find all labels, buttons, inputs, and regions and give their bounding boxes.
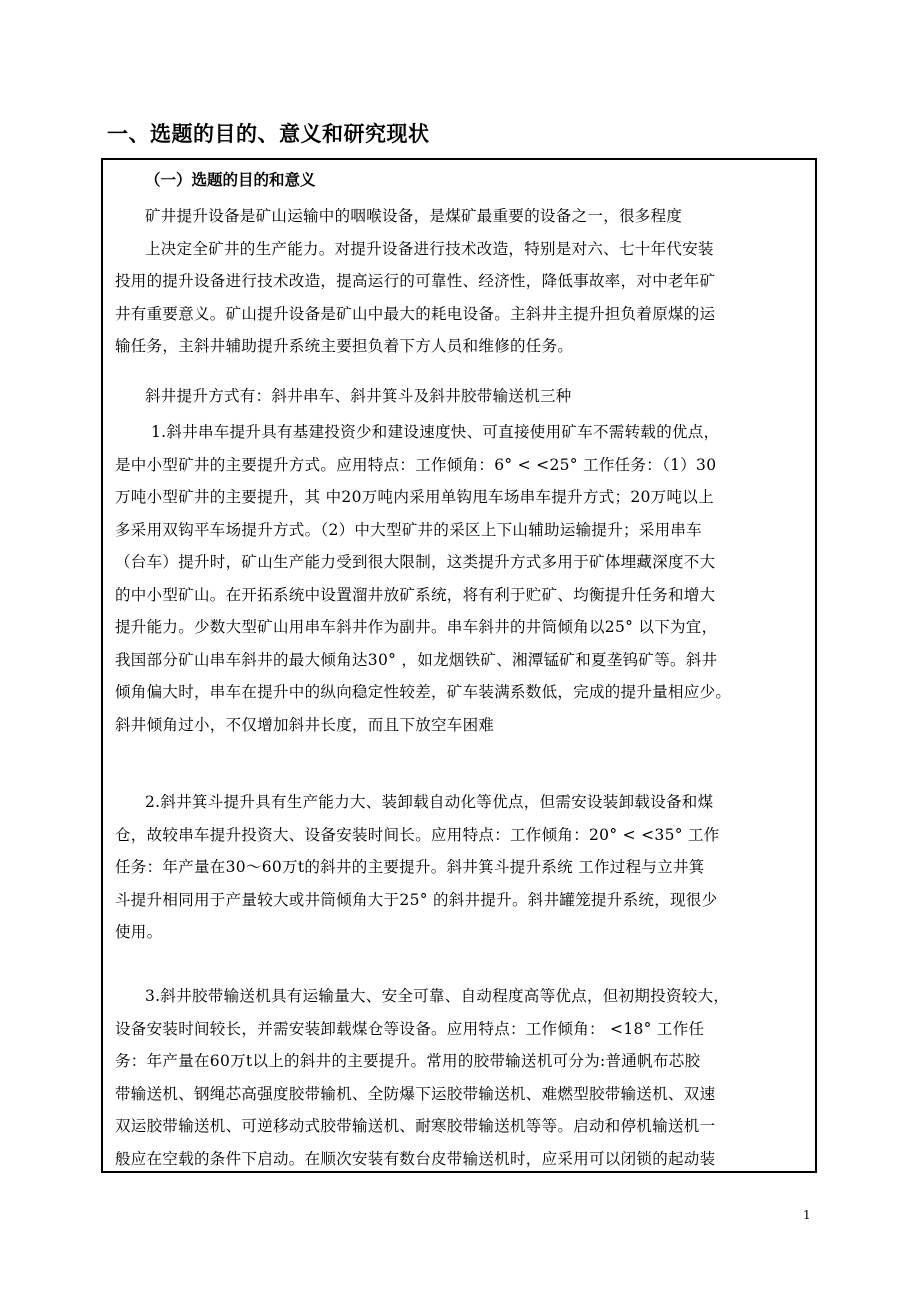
text-line: 多采用双钩平车场提升方式。（2）中大型矿井的采区上下山辅助运输提升；采用串车 [115, 520, 703, 539]
text-line: 提升能力。少数大型矿山用串车斜井作为副井。串车斜井的井筒倾角以25° 以下为宜， [115, 618, 718, 636]
paragraph-skip [115, 786, 821, 949]
text-line: 设备安装时间较长，并需安装卸载煤仓等设备。应用特点：工作倾角： <18° 工作任 [115, 1019, 705, 1038]
text-line: 的中小型矿山。在开拓系统中设置溜井放矿系统，将有利于贮矿、均衡提升任务和增大 [115, 585, 716, 604]
text-line: 1.斜井串车提升具有基建投资少和建设速度快、可直接使用矿车不需转载的优点， [151, 423, 720, 441]
text-line: 使用。 [115, 923, 163, 941]
content-box [101, 158, 817, 1173]
subheading: （一）选题的目的和意义 [145, 171, 316, 189]
text-line: 斜井倾角过小，不仅增加斜井长度，而且下放空车困难 [115, 715, 495, 734]
text-line: 井有重要意义。矿山提升设备是矿山中最大的耗电设备。主斜井主提升担负着原煤的运 [115, 304, 716, 323]
section-heading: 一、选题的目的、意义和研究现状 [107, 122, 430, 146]
text-line: 2.斜井箕斗提升具有生产能力大、装卸载自动化等优点，但需安设装卸载设备和煤 [145, 793, 714, 811]
text-line: 斜井提升方式有：斜井串车、斜井箕斗及斜井胶带输送机三种 [145, 387, 572, 405]
paragraph-skip-car [115, 416, 821, 741]
text-line: 仓，故较串车提升投资大、设备安装时间长。应用特点：工作倾角：20° < <35° 工作 [115, 825, 720, 844]
text-line: 带输送机、钢绳芯高强度胶带输机、全防爆下运胶带输送机、难燃型胶带输送机、双速 [115, 1084, 716, 1103]
text-line: 任务：年产量在30～60万t的斜井的主要提升。斜井箕斗提升系统 工作过程与立井箕 [115, 858, 705, 876]
text-line: 万吨小型矿井的主要提升，其 中20万吨内采用单钩甩车场串车提升方式；20万吨以上 [115, 488, 714, 506]
paragraph-conveyor [115, 980, 821, 1175]
text-line: 双运胶带输送机、可逆移动式胶带输送机、耐寒胶带输送机等等。启动和停机输送机一 [115, 1117, 716, 1135]
paragraph-purpose [115, 200, 821, 363]
text-line: 3.斜井胶带输送机具有运输量大、安全可靠、自动程度高等优点，但初期投资较大， [145, 987, 730, 1005]
paragraph-methods [135, 380, 821, 413]
text-line: （台车）提升时，矿山生产能力受到很大限制，这类提升方式多用于矿体埋藏深度不大 [115, 553, 716, 571]
page-number: 1 [803, 1208, 811, 1222]
text-line: 投用的提升设备进行技术改造，提高运行的可靠性、经济性，降低事故率，对中老年矿 [115, 272, 716, 290]
text-line: 是中小型矿井的主要提升方式。应用特点：工作倾角：6° < <25° 工作任务：（1）30 [115, 455, 717, 474]
text-line: 输任务，主斜井辅助提升系统主要担负着下方人员和维修的任务。 [115, 337, 574, 355]
text-line: 倾角偏大时，串车在提升中的纵向稳定性较差，矿车装满系数低，完成的提升量相应少。 [115, 683, 732, 701]
text-line: 般应在空载的条件下启动。在顺次安装有数台皮带输送机时，应采用可以闭锁的起动装 [115, 1149, 716, 1168]
text-line: 我国部分矿山串车斜井的最大倾角达30° ，如龙烟铁矿、湘潭锰矿和夏垄钨矿等。斜井 [115, 650, 718, 669]
text-line: 上决定全矿井的生产能力。对提升设备进行技术改造，特别是对六、七十年代安装 [145, 239, 714, 258]
text-line: 务：年产量在60万t以上的斜井的主要提升。常用的胶带输送机可分为:普通帆布芯胶 [115, 1052, 701, 1070]
text-line: 矿井提升设备是矿山运输中的咽喉设备，是煤矿最重要的设备之一，很多程度 [145, 207, 683, 225]
text-line: 斗提升相同用于产量较大或井筒倾角大于25° 的斜井提升。斜井罐笼提升系统，现很少 [115, 890, 718, 909]
